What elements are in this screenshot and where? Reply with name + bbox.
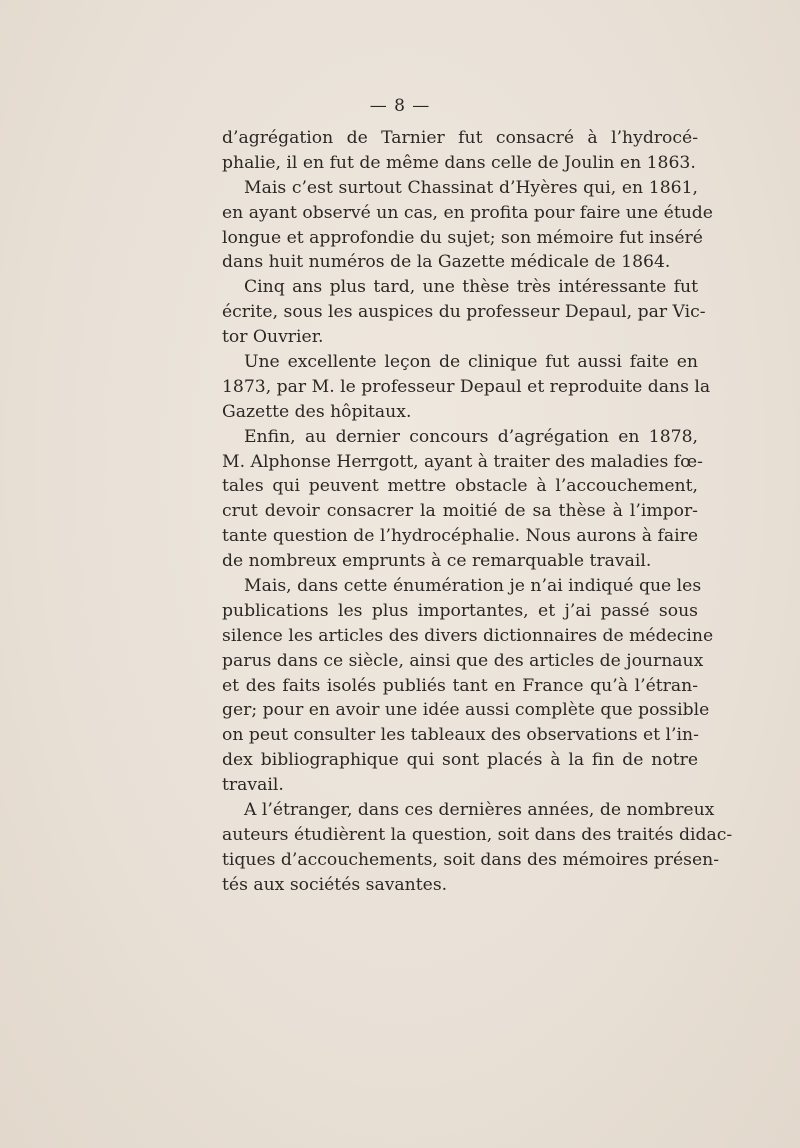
text-line: 1873, par M. le professeur Depaul et reproduite dans la [222, 376, 711, 397]
text-line: M. Alphonse Herrgott, ayant à traiter des maladies fœ- [222, 451, 703, 472]
text-line: publications les plus importantes, et j’ai passé sous [222, 600, 698, 621]
paragraph [222, 574, 714, 798]
text-line: de nombreux emprunts à ce remarquable travail. [222, 551, 652, 572]
text-line: auteurs étudièrent la question, soit dans des traités didac- [222, 824, 733, 845]
text-line: Cinq ans plus tard, une thèse très intéressante fut [244, 277, 698, 298]
text-line: Mais c’est surtout Chassinat d’Hyères qui, en 1861, [244, 177, 698, 198]
text-line: tés aux sociétés savantes. [222, 874, 448, 895]
text-line: Une excellente leçon de clinique fut aussi faite en [244, 352, 698, 373]
text-line: Mais, dans cette énumération je n’ai indiqué que les [244, 576, 702, 597]
text-line: dex bibliographique qui sont placés à la fin de notre [222, 750, 698, 771]
text-line: tiques d’accouchements, soit dans des mémoires présen- [222, 849, 720, 870]
paragraph [222, 176, 713, 276]
text-line: tante question de l’hydrocéphalie. Nous aurons à faire [222, 526, 698, 547]
text-line: A l’étranger, dans ces dernières années, de nombreux [244, 800, 715, 821]
text-line: tor Ouvrier. [222, 327, 324, 348]
paragraph [222, 126, 698, 176]
text-line: et des faits isolés publiés tant en France qu’à l’étran- [222, 675, 698, 696]
text-line: crut devoir consacrer la moitié de sa thèse à l’impor- [222, 501, 698, 522]
text-line: ger; pour en avoir une idée aussi complète que possible [222, 700, 710, 721]
text-line: longue et approfondie du sujet; son mémoire fut inséré [222, 227, 703, 248]
text-line: travail. [222, 775, 284, 796]
text-line: Enfin, au dernier concours d’agrégation en 1878, [244, 426, 698, 447]
text-line: on peut consulter les tableaux des observations et l’in- [222, 725, 699, 746]
text-line: dans huit numéros de la Gazette médicale de 1864. [222, 252, 671, 273]
paragraph [222, 425, 703, 574]
text-line: écrite, sous les auspices du professeur Depaul, par Vic- [222, 302, 706, 323]
text-line: en ayant observé un cas, en profita pour faire une étude [222, 202, 713, 223]
paragraph [222, 798, 733, 898]
text-line: Gazette des hôpitaux. [222, 401, 412, 422]
paragraph [222, 275, 706, 350]
text-line: d’agrégation de Tarnier fut consacré à l’hydrocé- [222, 128, 698, 148]
text-line: tales qui peuvent mettre obstacle à l’accouchement, [222, 476, 698, 497]
text-line: silence les articles des divers dictionnaires de médecine [222, 625, 714, 646]
paragraph [222, 350, 711, 425]
text-line: parus dans ce siècle, ainsi que des articles de journaux [222, 650, 704, 671]
page-number: — 8 — [369, 96, 431, 116]
text-line: phalie, il en fut de même dans celle de Joulin en 1863. [222, 152, 696, 173]
body-text [222, 126, 733, 898]
